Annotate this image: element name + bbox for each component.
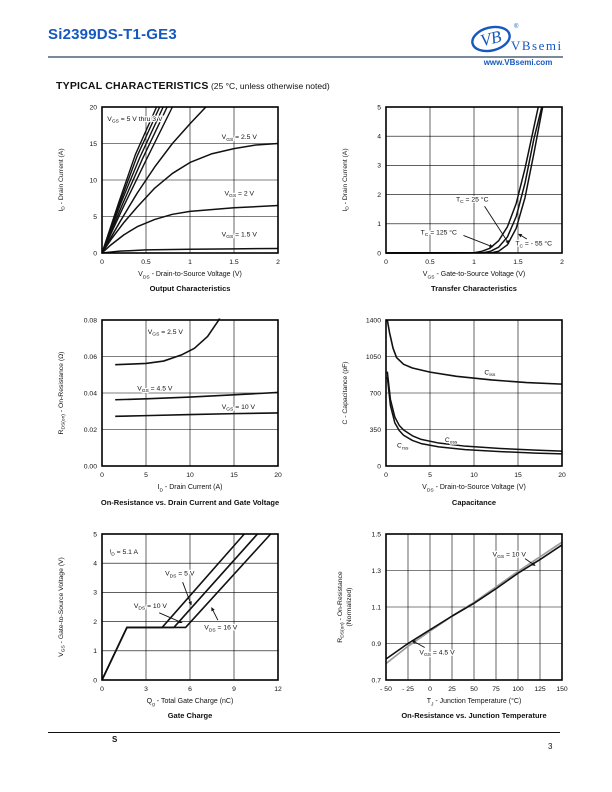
svg-text:9: 9 bbox=[232, 685, 236, 693]
svg-text:5: 5 bbox=[144, 472, 148, 480]
svg-text:3: 3 bbox=[377, 162, 381, 170]
svg-text:4: 4 bbox=[377, 133, 381, 141]
chart-on-resistance-vs-drain-current bbox=[50, 315, 300, 506]
svg-text:ID = 5.1 A: $I_D = 5.1$ A bbox=[109, 548, 139, 558]
svg-text:1.5: 1.5 bbox=[229, 259, 239, 266]
svg-text:1: 1 bbox=[377, 221, 381, 229]
chart-gate-charge bbox=[50, 529, 300, 720]
chart-x-label: $V_{GS}$ - Gate-to-Source Voltage (V) bbox=[422, 271, 526, 281]
svg-text:15: 15 bbox=[230, 472, 238, 480]
svg-text:0: 0 bbox=[377, 463, 381, 471]
gate-charge-plot bbox=[50, 529, 300, 697]
chart-title: Output Characteristics bbox=[149, 284, 231, 294]
svg-text:VDS = 5 V: $V_{DS} = 5$ V bbox=[165, 570, 195, 580]
section-heading-title: TYPICAL CHARACTERISTICS bbox=[56, 80, 209, 92]
svg-text:20: 20 bbox=[558, 472, 566, 480]
svg-text:ID - Drain Current (A): $I_D$ - Drain Current (A) bbox=[342, 148, 351, 212]
svg-text:VGS = 4.5 V: $V_{GS} = 4.5$ V bbox=[419, 649, 455, 658]
svg-text:2: 2 bbox=[560, 259, 564, 266]
svg-text:2: 2 bbox=[276, 259, 280, 266]
svg-text:0.06: 0.06 bbox=[83, 354, 97, 362]
svg-text:1.5: 1.5 bbox=[371, 531, 381, 539]
svg-text:6: 6 bbox=[188, 685, 192, 693]
svg-text:0.02: 0.02 bbox=[83, 427, 97, 435]
svg-text:0: 0 bbox=[384, 472, 388, 480]
chart-x-label: $I_D$ - Drain Current (A) bbox=[157, 484, 223, 494]
svg-text:VGS = 2.5 V: $V_{GS} = 2.5$ V bbox=[221, 134, 257, 143]
svg-text:50: 50 bbox=[470, 685, 478, 693]
svg-text:- 25: - 25 bbox=[402, 685, 414, 693]
svg-text:0.9: 0.9 bbox=[371, 640, 381, 648]
chart-x-label: $V_{DS}$ - Drain-to-Source Voltage (V) bbox=[422, 484, 526, 494]
brand-url[interactable]: www.VBsemi.com bbox=[483, 58, 553, 67]
svg-text:20: 20 bbox=[274, 472, 282, 480]
section-heading-note: (25 °C, unless otherwise noted) bbox=[210, 81, 330, 91]
svg-text:VGS = 5 V thru 3 V: $V_{GS} = 5$ V thru 3 V bbox=[107, 115, 163, 125]
on-resistance-vs-junction-temperature-plot bbox=[334, 529, 584, 697]
chart-x-label: $V_{DS}$ - Drain-to-Source Voltage (V) bbox=[138, 271, 242, 281]
footer-rule bbox=[48, 732, 560, 733]
chart-title: Transfer Characteristics bbox=[431, 284, 517, 294]
svg-text:350: 350 bbox=[369, 427, 381, 435]
svg-text:Ciss: $C_{iss}$ bbox=[484, 369, 496, 379]
svg-text:Crss: $C_{rss}$ bbox=[397, 443, 409, 452]
svg-text:0: 0 bbox=[100, 685, 104, 693]
svg-text:VGS = 2 V: $V_{GS} = 2$ V bbox=[224, 190, 255, 200]
chart-title: On-Resistance vs. Junction Temperature bbox=[401, 711, 547, 721]
charts-grid bbox=[50, 102, 584, 720]
chart-output-characteristics bbox=[50, 102, 300, 293]
svg-text:TC = 25 °C: $T_C = 25$ °C bbox=[455, 196, 489, 205]
svg-text:5: 5 bbox=[428, 472, 432, 480]
chart-title: Capacitance bbox=[451, 497, 497, 507]
svg-text:VGS - Gate-to-Source Voltage (: $V_{GS}$ - Gate-to-Source Voltage (V) bbox=[58, 556, 67, 657]
svg-text:VGS = 10 V: $V_{GS} = 10$ V bbox=[492, 551, 526, 560]
svg-text:1: 1 bbox=[188, 259, 192, 266]
svg-text:1.5: 1.5 bbox=[513, 259, 523, 266]
output-characteristics-plot bbox=[50, 102, 300, 270]
svg-text:10: 10 bbox=[470, 472, 478, 480]
chart-transfer-characteristics bbox=[334, 102, 584, 293]
svg-text:VGS = 2.5 V: $V_{GS} = 2.5$ V bbox=[147, 329, 183, 338]
svg-text:0: 0 bbox=[384, 259, 388, 266]
svg-text:5: 5 bbox=[93, 531, 97, 539]
registered-mark: ® bbox=[514, 24, 519, 30]
svg-text:10: 10 bbox=[186, 472, 194, 480]
svg-text:VGS = 4.5 V: $V_{GS} = 4.5$ V bbox=[137, 385, 173, 395]
chart-x-label: $T_J$ - Junction Temperature (°C) bbox=[426, 697, 522, 708]
svg-text:- 50: - 50 bbox=[380, 685, 392, 693]
svg-text:75: 75 bbox=[492, 685, 500, 693]
chart-x-label: $Q_g$ - Total Gate Charge (nC) bbox=[146, 697, 234, 708]
transfer-characteristics-plot bbox=[334, 102, 584, 270]
svg-text:0: 0 bbox=[428, 685, 432, 693]
svg-text:Coss: $C_{oss}$ bbox=[444, 437, 458, 447]
svg-text:12: 12 bbox=[274, 685, 282, 693]
svg-text:1: 1 bbox=[472, 259, 476, 266]
svg-text:25: 25 bbox=[448, 685, 456, 693]
svg-text:100: 100 bbox=[512, 685, 524, 693]
svg-text:RDS(on) - On-Resistance: $R_{DS(on)}$ - On-Resistance bbox=[337, 571, 346, 643]
svg-text:0: 0 bbox=[377, 250, 381, 258]
svg-text:10: 10 bbox=[89, 177, 97, 185]
section-heading bbox=[56, 80, 330, 92]
svg-text:2: 2 bbox=[93, 618, 97, 626]
chart-title: Gate Charge bbox=[167, 711, 213, 721]
svg-text:1: 1 bbox=[93, 647, 97, 655]
svg-text:C - Capacitance (pF): C - Capacitance (pF) bbox=[342, 361, 349, 425]
svg-text:1400: 1400 bbox=[365, 317, 381, 325]
part-number: Si2399DS-T1-GE3 bbox=[48, 26, 177, 43]
svg-text:RDS(on) - On-Resistance (Ω): $R_{DS(on)}$ - On-Resistance (Ω) bbox=[58, 351, 67, 435]
svg-text:5: 5 bbox=[93, 213, 97, 221]
svg-text:0.08: 0.08 bbox=[83, 317, 97, 325]
on-resistance-vs-drain-current-plot bbox=[50, 315, 300, 483]
chart-title: On-Resistance vs. Drain Current and Gate Voltage bbox=[100, 497, 280, 507]
svg-text:700: 700 bbox=[369, 390, 381, 398]
svg-text:5: 5 bbox=[377, 104, 381, 112]
svg-text:4: 4 bbox=[93, 560, 97, 568]
svg-text:0.7: 0.7 bbox=[371, 677, 381, 685]
svg-text:VDS = 10 V: $V_{DS} = 10$ V bbox=[133, 602, 167, 612]
svg-text:0: 0 bbox=[93, 677, 97, 685]
svg-text:1050: 1050 bbox=[365, 354, 381, 362]
svg-text:0.00: 0.00 bbox=[83, 463, 97, 471]
svg-text:1.3: 1.3 bbox=[371, 567, 381, 575]
brand-name: VBsemi bbox=[511, 38, 563, 53]
svg-text:VGS = 10 V: $V_{GS} = 10$ V bbox=[221, 404, 256, 413]
svg-text:ID - Drain Current (A): $I_D$ - Drain Current (A) bbox=[58, 148, 67, 212]
svg-text:15: 15 bbox=[89, 140, 97, 148]
svg-text:VB: VB bbox=[478, 26, 504, 51]
svg-text:TC = 125 °C: $T_C = 125$ °C bbox=[420, 229, 457, 238]
svg-text:0: 0 bbox=[93, 250, 97, 258]
svg-text:(Normalized): (Normalized) bbox=[346, 587, 353, 627]
svg-text:1.1: 1.1 bbox=[371, 604, 381, 612]
svg-text:VGS = 1.5 V: $V_{GS} = 1.5$ V bbox=[221, 231, 257, 240]
chart-capacitance bbox=[334, 315, 584, 506]
svg-text:0.5: 0.5 bbox=[141, 259, 151, 266]
capacitance-plot bbox=[334, 315, 584, 483]
svg-text:3: 3 bbox=[144, 685, 148, 693]
svg-text:0: 0 bbox=[100, 259, 104, 266]
svg-text:TC = - 55 °C: $T_C$ = - 55 °C bbox=[515, 240, 553, 250]
svg-text:2: 2 bbox=[377, 191, 381, 199]
vb-monogram-icon bbox=[468, 22, 514, 54]
svg-text:125: 125 bbox=[534, 685, 546, 693]
chart-on-resistance-vs-junction-temperature bbox=[334, 529, 584, 720]
svg-text:15: 15 bbox=[514, 472, 522, 480]
svg-text:0.5: 0.5 bbox=[425, 259, 435, 266]
svg-text:0: 0 bbox=[100, 472, 104, 480]
svg-text:0.04: 0.04 bbox=[83, 390, 97, 398]
svg-text:20: 20 bbox=[89, 104, 97, 112]
svg-text:3: 3 bbox=[93, 589, 97, 597]
svg-text:VDS = 16 V: $V_{DS} = 16$ V bbox=[204, 624, 238, 634]
page-number: 3 bbox=[548, 742, 553, 751]
svg-text:150: 150 bbox=[556, 685, 568, 693]
footer-mark: S bbox=[112, 735, 118, 744]
